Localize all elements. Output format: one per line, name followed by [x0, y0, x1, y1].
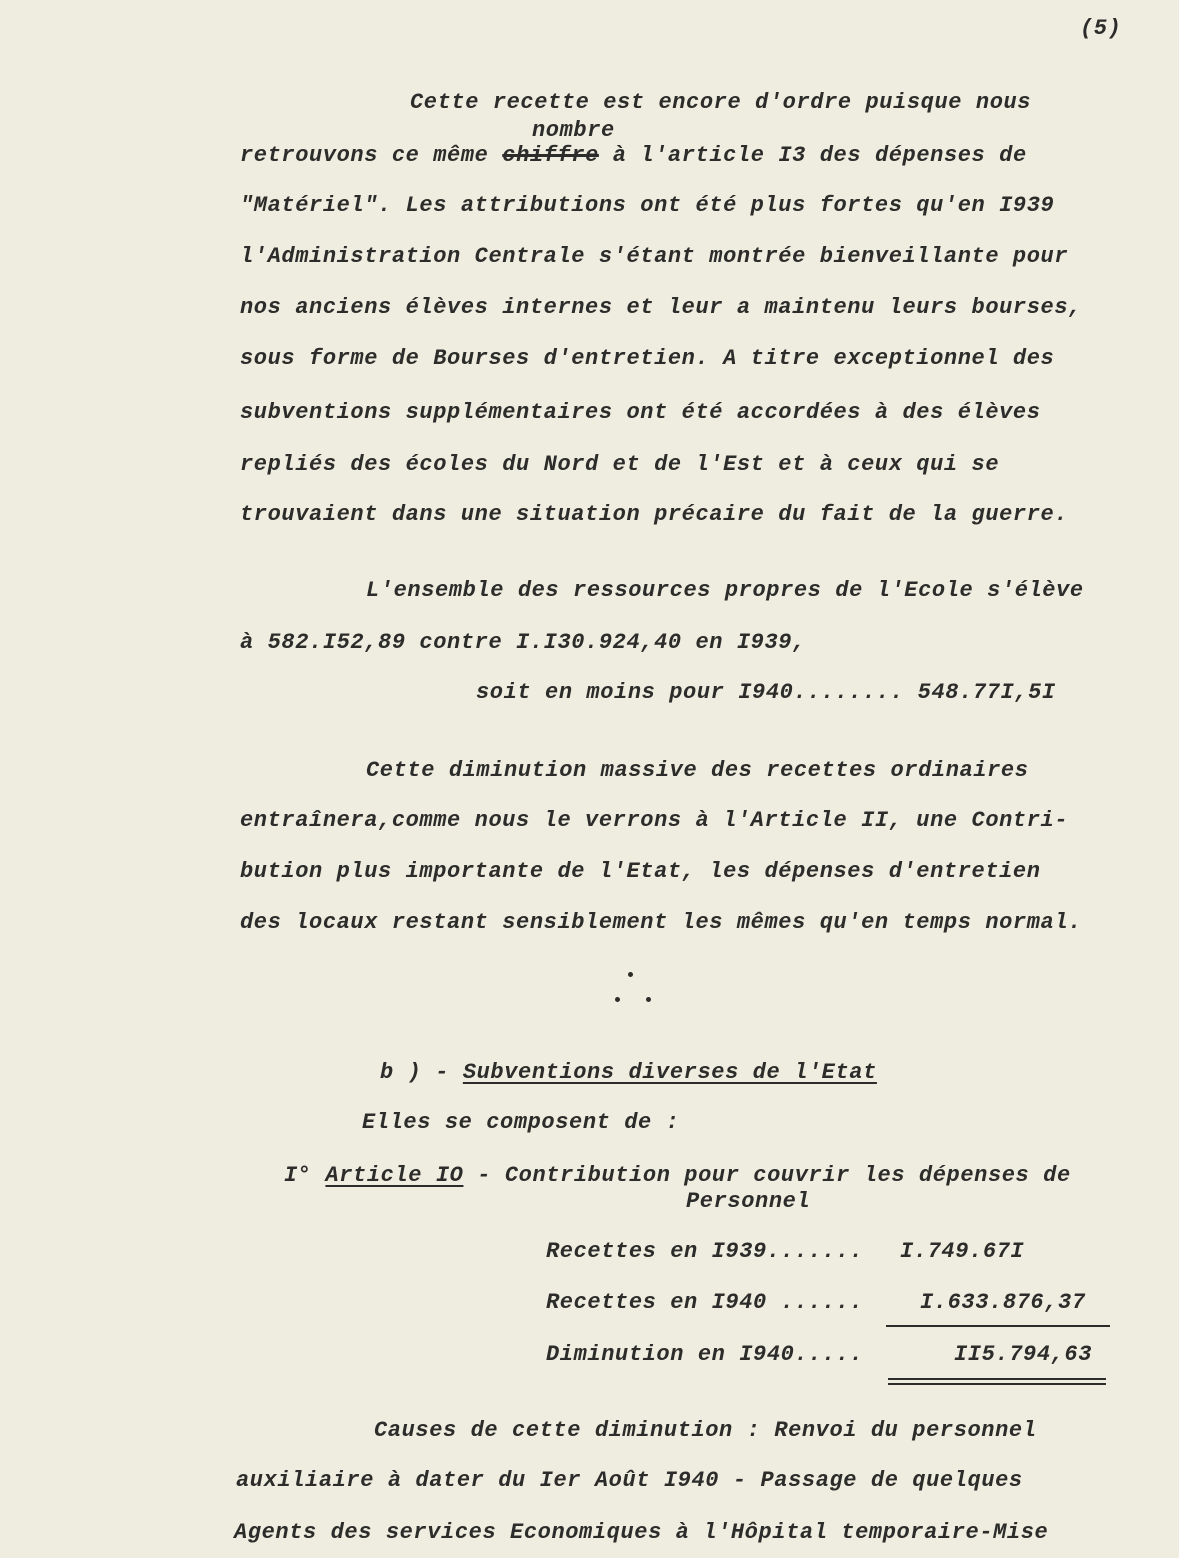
para2-line2: à 582.I52,89 contre I.I30.924,40 en I939,: [240, 630, 806, 655]
figure-label-3: Diminution en I940.....: [546, 1342, 864, 1367]
para3-line4: des locaux restant sensiblement les mêmes qu'en temps normal.: [240, 910, 1082, 935]
para1-line8: repliés des écoles du Nord et de l'Est et à ceux qui se: [240, 452, 1000, 477]
section-b-intro: Elles se composent de :: [362, 1110, 680, 1135]
section-b-item-cont: Personnel: [686, 1189, 811, 1214]
para3-line3: bution plus importante de l'Etat, les dépenses d'entretien: [240, 859, 1041, 884]
struck-word: chiffre: [502, 143, 599, 168]
para3-line1: Cette diminution massive des recettes ordinaires: [366, 758, 1029, 783]
section-b-prefix: b ) -: [380, 1060, 463, 1085]
figure-label-2: Recettes en I940 ......: [546, 1290, 864, 1315]
figure-label-1: Recettes en I939.......: [546, 1239, 864, 1264]
para1-line2-start: retrouvons ce même: [240, 143, 489, 168]
page-number: (5): [1080, 16, 1122, 41]
figure-value-1: I.749.67I: [900, 1239, 1025, 1264]
subtotal-rule: [886, 1325, 1110, 1327]
figure-value-3: II5.794,63: [954, 1342, 1093, 1367]
para1-line6: sous forme de Bourses d'entretien. A titre exceptionnel des: [240, 346, 1055, 371]
para1-line1: Cette recette est encore d'ordre puisque nous: [410, 90, 1032, 115]
total-rule-1: [888, 1378, 1106, 1380]
section-b-title: Subventions diverses de l'Etat: [462, 1060, 877, 1085]
para1-line9: trouvaient dans une situation précaire du fait de la guerre.: [240, 502, 1069, 527]
para3-line2: entraînera,comme nous le verrons à l'Article II, une Contri-: [240, 808, 1069, 833]
para1-line2-end: à l'article I3 des dépenses de: [612, 143, 1027, 168]
para1-line4: l'Administration Centrale s'étant montrée bienveillante pour: [240, 244, 1069, 269]
para4-line2: auxiliaire à dater du Ier Août I940 - Passage de quelques: [236, 1468, 1023, 1493]
para2-line1: L'ensemble des ressources propres de l'Ecole s'élève: [366, 578, 1084, 603]
figure-value-2: I.633.876,37: [920, 1290, 1086, 1315]
para2-line3: soit en moins pour I940........ 548.77I,5I: [476, 680, 1056, 705]
total-rule-2: [888, 1383, 1106, 1385]
section-b-heading: [380, 1060, 877, 1086]
para1-line7: subventions supplémentaires ont été accordées à des élèves: [240, 400, 1041, 425]
para4-line3: Agents des services Economiques à l'Hôpital temporaire-Mise: [234, 1520, 1049, 1545]
item-article: Article IO: [325, 1163, 464, 1188]
item-text: - Contribution pour couvrir les dépenses de: [477, 1163, 1071, 1188]
separator-dot-top: [628, 972, 633, 977]
section-b-item: [284, 1163, 1071, 1189]
para1-line2: [240, 143, 1027, 169]
separator-dot-right: [646, 997, 651, 1002]
para4-line1: Causes de cette diminution : Renvoi du personnel: [374, 1418, 1037, 1443]
para1-line5: nos anciens élèves internes et leur a maintenu leurs bourses,: [240, 295, 1082, 320]
item-number: I°: [284, 1163, 312, 1188]
separator-dot-left: [615, 997, 620, 1002]
para1-line3: "Matériel". Les attributions ont été plus fortes qu'en I939: [240, 193, 1055, 218]
handwritten-correction: nombre: [532, 118, 615, 143]
